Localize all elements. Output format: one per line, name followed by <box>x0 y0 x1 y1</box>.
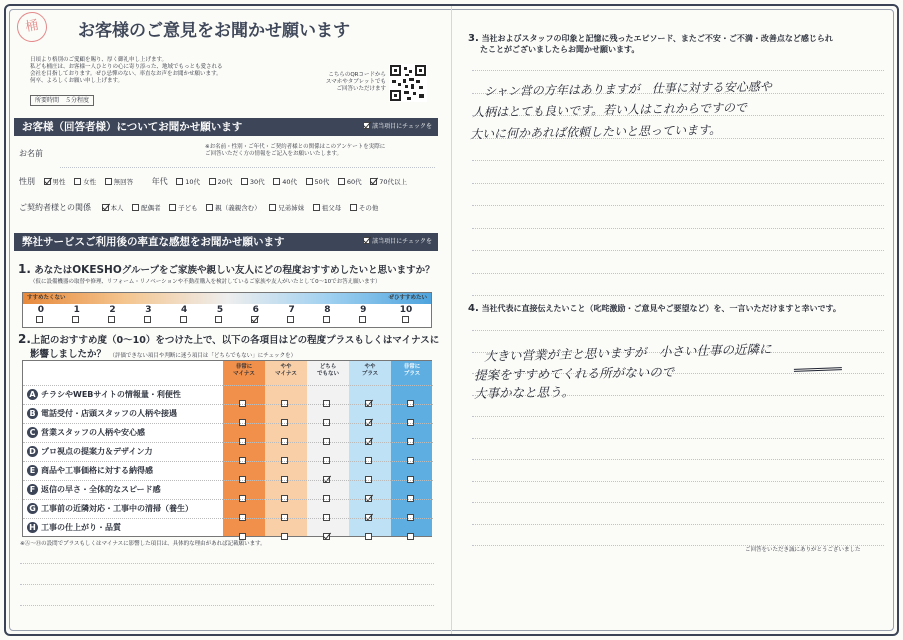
answer-line <box>472 438 884 439</box>
relation-row: ご契約者様との関係 本人 配偶者 子ども 親（義親含む） 兄弟姉妹 祖父母 その他 <box>19 203 379 212</box>
intro-text: 日頃より格別のご愛顧を賜り、厚く御礼申し上げます。 私ども桶庄は、お客様一人ひとりの心に寄り添った、地域でもっとも愛される 会社を目指しております。ぜひ忌憚のない、率直なお声をお聞かせ願います。 何卒、よろしくお願い申し上げます。 <box>30 57 223 84</box>
q2-item-row <box>23 404 433 423</box>
score-2[interactable] <box>108 316 115 323</box>
q3-answer-line2: 人柄はとても良いです。若い人はこれからですので <box>471 100 748 120</box>
rel-sibling-checkbox[interactable] <box>269 204 276 211</box>
answer-line <box>472 502 884 503</box>
answer-line <box>472 295 884 296</box>
q3-answer-line3: 大いに何かあれば依頼したいと思っています。 <box>469 122 722 142</box>
q3-text: 3. 当社およびスタッフの印象と記憶に残ったエピソード、またご不安・ご不満・改善点など感じられ たことがございましたらお聞かせ願います。 <box>468 33 833 54</box>
score-8[interactable] <box>323 316 330 323</box>
age-40-checkbox[interactable] <box>273 178 280 185</box>
section2-header: 弊社サービスご利用後の率直な感想をお聞かせ願います 該当項目にチェックを <box>14 233 438 251</box>
page-title: お客様のご意見をお聞かせ願います <box>78 21 350 41</box>
qr-code <box>389 64 427 102</box>
q2-item-row <box>23 385 433 404</box>
answer-line <box>472 70 884 71</box>
q1-sub: （仮に設備機器の取替や修理、リフォーム・リノベーションや不動産購入を検討しているご家族や友人がいたとして0〜10でお答え願います） <box>30 279 381 285</box>
q4-answer-line3: 大事かなと思う。 <box>473 384 575 401</box>
answer-line <box>472 524 884 525</box>
score-1[interactable] <box>72 316 79 323</box>
rel-other-checkbox[interactable] <box>350 204 357 211</box>
q2-item-label: H 工事の仕上がり・品質 <box>27 522 121 533</box>
q4-text: 4. 当社代表に直接伝えたいこと（叱咤激励・ご意見やご要望など）を、一言いただけますと幸いです。 <box>468 303 841 314</box>
answer-line <box>472 250 884 251</box>
q2-item-label: C 営業スタッフの人柄や安心感 <box>27 427 145 438</box>
q2-option-checkbox[interactable] <box>407 533 414 540</box>
age-70-checkbox[interactable] <box>370 178 377 185</box>
name-label: お名前 <box>19 149 43 158</box>
q2-grid <box>22 360 432 537</box>
q2-col-headers: 非常に マイナス やや マイナス どちら でもない やや プラス 非常に プラス <box>233 364 421 377</box>
score-6[interactable] <box>251 316 258 323</box>
answer-line <box>472 160 884 161</box>
q2-item-row <box>23 442 433 461</box>
age-10-checkbox[interactable] <box>176 178 183 185</box>
q4-answer-line2: 提案をすすめてくれる所がないので <box>473 364 675 383</box>
score-5[interactable] <box>215 316 222 323</box>
score-4[interactable] <box>180 316 187 323</box>
q2-item-label: F 返信の早さ・全体的なスピード感 <box>27 484 161 495</box>
q2-footnote: ※Ⓐ〜Ⓗの設問でプラスもしくはマイナスに影響した項目は、具体的な理由があれば記載願います。 <box>20 541 266 547</box>
age-30-checkbox[interactable] <box>241 178 248 185</box>
answer-line <box>472 183 884 184</box>
answer-line <box>472 416 884 417</box>
rel-grandparent-checkbox[interactable] <box>313 204 320 211</box>
q1-scale: すすめたくない ぜひすすめたい 0 1 2 3 4 5 6 7 8 9 10 <box>22 292 432 328</box>
center-fold <box>451 6 452 634</box>
strikeout-mark <box>794 367 842 377</box>
q2-item-row <box>23 518 433 537</box>
q2-text2: 影響しましたか？ （評価できない項目や判断に迷う項目は「どちらでもない」にチェックを） <box>30 349 297 360</box>
age-60-checkbox[interactable] <box>338 178 345 185</box>
name-note: ※お名前・性別・ご年代・ご契約者様との関係はこのアンケートを実際に ご回答いただく方の情報をご記入をお願いいたします。 <box>205 144 386 157</box>
score-10[interactable] <box>402 316 409 323</box>
q2-item-row <box>23 461 433 480</box>
rel-child-checkbox[interactable] <box>169 204 176 211</box>
answer-line <box>472 273 884 274</box>
q2-option-checkbox[interactable] <box>323 533 330 540</box>
answer-line <box>472 545 884 546</box>
rel-spouse-checkbox[interactable] <box>132 204 139 211</box>
q3-answer-line1: シャン営の方年はありますが 仕事に対する安心感や <box>483 79 772 99</box>
gender-row: 性別 男性 女性 無回答 年代 10代 20代 30代 40代 50代 60代 70代以上 <box>19 177 407 186</box>
score-9[interactable] <box>359 316 366 323</box>
answer-line <box>472 205 884 206</box>
q2-item-label: A チラシやWEBサイトの情報量・利便性 <box>27 389 181 400</box>
q2-item-row <box>23 423 433 442</box>
answer-line <box>472 481 884 482</box>
time-label: 所要時間 ５分程度 <box>30 95 94 106</box>
section1-header: お客様（回答者様）についてお聞かせ願います 該当項目にチェックを <box>14 118 438 136</box>
answer-line <box>472 228 884 229</box>
score-0[interactable] <box>36 316 43 323</box>
rel-parent-checkbox[interactable] <box>206 204 213 211</box>
q2-text: 2.上記のおすすめ度（0〜10）をつけた上で、以下の各項目はどの程度プラスもしくはマイナスに <box>18 332 440 346</box>
q2-option-checkbox[interactable] <box>239 533 246 540</box>
thanks-text: ご回答をいただき誠にありがとうございました <box>745 547 861 553</box>
score-3[interactable] <box>144 316 151 323</box>
age-20-checkbox[interactable] <box>209 178 216 185</box>
gender-none-checkbox[interactable] <box>105 178 112 185</box>
qr-text: こちらのQRコードから スマホやタブレットでも ご回答いただけます <box>325 72 386 92</box>
rel-self-checkbox[interactable] <box>102 204 109 211</box>
q2-item-row <box>23 480 433 499</box>
answer-line <box>472 459 884 460</box>
score-7[interactable] <box>287 316 294 323</box>
gender-male-checkbox[interactable] <box>44 178 51 185</box>
q2-item-label: B 電話受付・店頭スタッフの人柄や接遇 <box>27 408 177 419</box>
q2-item-label: G 工事前の近隣対応・工事中の清掃（養生） <box>27 503 193 514</box>
stamp-seal: 桶 <box>15 10 50 45</box>
q4-answer-line1: 大きい営業が主と思いますが 小さい仕事の近隣に <box>483 341 772 364</box>
age-50-checkbox[interactable] <box>306 178 313 185</box>
answer-line <box>472 330 884 331</box>
q1-text: 1. あなたはOKESHOグループをご家族や親しい友人にどの程度おすすめしたいと思いますか？ <box>18 262 435 276</box>
q2-item-row <box>23 499 433 518</box>
q2-option-checkbox[interactable] <box>365 533 372 540</box>
q2-option-checkbox[interactable] <box>281 533 288 540</box>
gender-female-checkbox[interactable] <box>74 178 81 185</box>
q2-item-label: E 商品や工事価格に対する納得感 <box>27 465 153 476</box>
q2-item-label: D プロ視点の提案力＆デザイン力 <box>27 446 152 457</box>
